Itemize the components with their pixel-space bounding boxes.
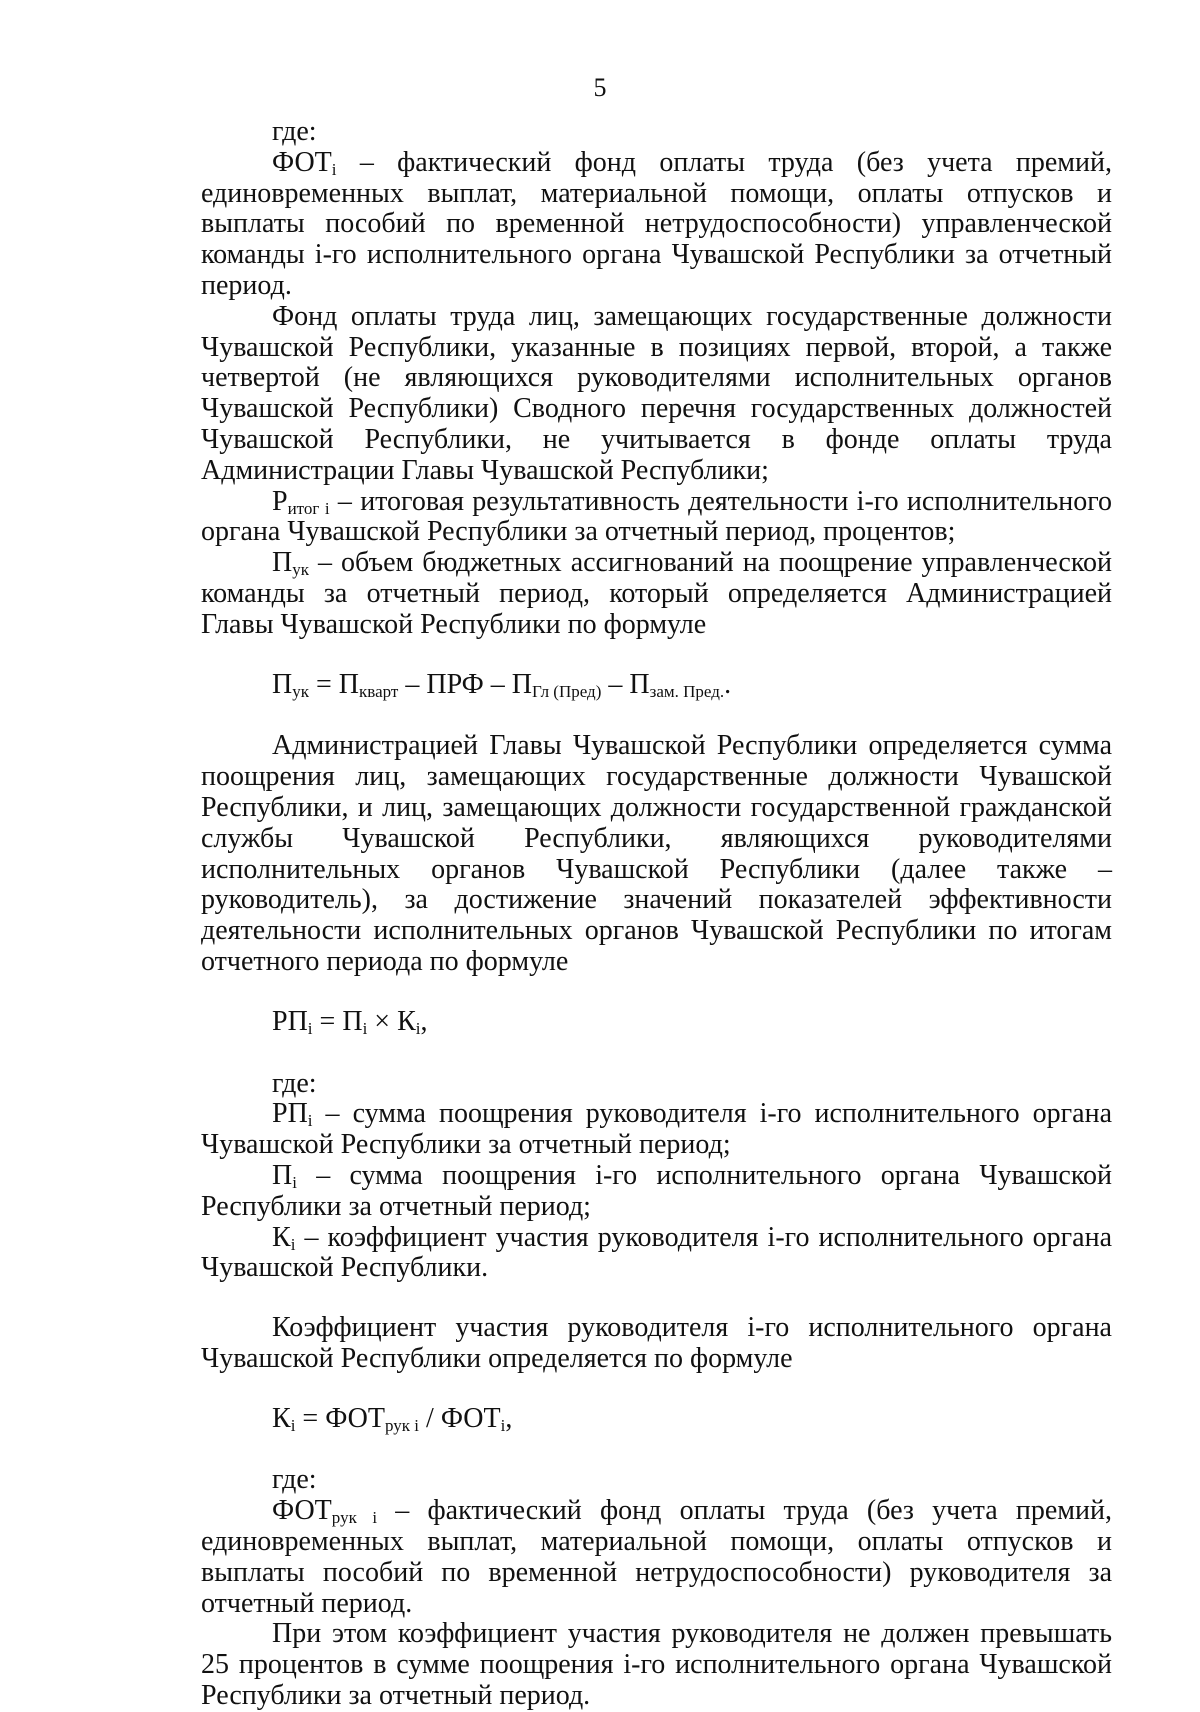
page-number: 5 bbox=[593, 73, 607, 102]
formula-punctuation: , bbox=[505, 1402, 513, 1434]
definition-p-i bbox=[201, 1161, 1112, 1223]
formula-term: ФОТ bbox=[325, 1402, 386, 1434]
paragraph-limit: При этом коэффициент участия руководителя не должен превышать 25 процентов в сумме поощрения i-го исполнительного органа Чувашской Республики за отчетный период. bbox=[201, 1618, 1112, 1712]
formula-operator: – ПРФ – bbox=[398, 668, 512, 700]
symbol: ФОТ bbox=[272, 1495, 332, 1527]
formula-subscript: зам. Пред. bbox=[649, 681, 725, 701]
symbol-subscript: i bbox=[307, 1111, 313, 1131]
symbol-subscript: i bbox=[290, 1234, 296, 1254]
formula-subscript: i bbox=[415, 1018, 421, 1038]
symbol-subscript: итог i bbox=[287, 498, 330, 518]
formula-punctuation: , bbox=[420, 1005, 428, 1037]
formula-term: ФОТ bbox=[440, 1402, 501, 1434]
formula-term: К bbox=[272, 1402, 291, 1434]
formula-term: П bbox=[342, 1005, 363, 1037]
symbol: РП bbox=[272, 1098, 308, 1130]
paragraph-administration: Администрацией Главы Чувашской Республики определяется сумма поощрения лиц, замещающих государственные должности Чувашской Республики, и лиц, замещающих должности государственной гражданской службы Чувашской Республики, являющихся руководителями исполнительных органов Чувашской Республики (далее также – руководитель), за достижение значений показателей эффективности деятельности исполнительных органов Чувашской Республики по итогам отчетного периода по формуле bbox=[201, 730, 1112, 977]
formula-rp-i bbox=[201, 1007, 1112, 1038]
formula-subscript: i bbox=[362, 1018, 368, 1038]
symbol-subscript: i bbox=[331, 159, 337, 179]
definition-r-itog bbox=[201, 487, 1112, 549]
formula-operator: / bbox=[419, 1402, 441, 1434]
symbol: П bbox=[272, 547, 293, 579]
formula-term: П bbox=[511, 668, 533, 700]
symbol-subscript: i bbox=[292, 1172, 297, 1192]
formula-term: П bbox=[629, 668, 650, 700]
definition-text: – итоговая результативность деятельности i-го исполнительного органа Чувашской Республики за отчетный период, процентов; bbox=[201, 485, 1113, 548]
symbol-subscript: рук i bbox=[331, 1508, 378, 1528]
definition-fot-i bbox=[201, 148, 1112, 302]
where-label: где: bbox=[272, 1067, 317, 1099]
paragraph-fund-exclusion: Фонд оплаты труда лиц, замещающих государственные должности Чувашской Республики, указанные в позициях первой, второй, а также четвертой (не являющихся руководителями исполнительных органов Чувашской Республики) Сводного перечня государственных должностей Чувашской Республики, не учитывается в фонде оплаты труда Администрации Главы Чувашской Республики; bbox=[201, 300, 1112, 486]
document-body bbox=[201, 117, 1112, 1712]
formula-term: П bbox=[272, 668, 293, 700]
formula-subscript: рук i bbox=[385, 1415, 420, 1435]
formula-term: К bbox=[397, 1005, 416, 1037]
definition-rp-i bbox=[201, 1099, 1112, 1161]
formula-operator: = bbox=[309, 668, 339, 700]
paragraph-coefficient: Коэффициент участия руководителя i-го исполнительного органа Чувашской Республики определяется по формуле bbox=[201, 1312, 1112, 1374]
formula-subscript: кварт bbox=[359, 681, 399, 701]
symbol-subscript: ук bbox=[292, 560, 309, 580]
formula-operator: = bbox=[312, 1005, 343, 1037]
formula-subscript: ук bbox=[292, 681, 309, 701]
definition-text: – объем бюджетных ассигнований на поощрение управленческой команды за отчетный период, который определяется Администрацией Главы Чувашской Республики по формуле bbox=[201, 547, 1112, 640]
where-label: где: bbox=[272, 1464, 317, 1496]
formula-p-uk bbox=[201, 670, 1112, 701]
definition-text: – сумма поощрения i-го исполнительного органа Чувашской Республики за отчетный период; bbox=[201, 1159, 1112, 1222]
symbol: ФОТ bbox=[272, 146, 332, 178]
formula-subscript: i bbox=[307, 1018, 313, 1038]
definition-text: – сумма поощрения руководителя i-го исполнительного органа Чувашской Республики за отчетный период; bbox=[201, 1098, 1112, 1161]
symbol: К bbox=[272, 1221, 291, 1253]
formula-term: РП bbox=[272, 1005, 308, 1037]
formula-k-i bbox=[201, 1404, 1112, 1435]
formula-subscript: Гл (Пред) bbox=[532, 681, 602, 701]
formula-operator: × bbox=[367, 1005, 398, 1037]
definition-text: – фактический фонд оплаты труда (без учета премий, единовременных выплат, материальной помощи, оплаты отпусков и выплаты пособий по временной нетрудоспособности) руководителя за отчетный период. bbox=[201, 1495, 1112, 1619]
formula-subscript: i bbox=[500, 1415, 506, 1435]
formula-operator: – bbox=[601, 668, 630, 700]
where-label: где: bbox=[272, 116, 317, 147]
definition-k-i bbox=[201, 1223, 1112, 1285]
symbol: Р bbox=[272, 485, 288, 517]
formula-subscript: i bbox=[290, 1415, 296, 1435]
definition-fot-ruk-i bbox=[201, 1496, 1112, 1619]
formula-punctuation: . bbox=[724, 668, 732, 700]
definition-text: – фактический фонд оплаты труда (без учета премий, единовременных выплат, материальной помощи, оплаты отпусков и выплаты пособий по временной нетрудоспособности) управленческой команды i-го исполнительного органа Чувашской Республики за отчетный период. bbox=[201, 146, 1112, 301]
symbol: П bbox=[272, 1159, 293, 1191]
definition-p-uk bbox=[201, 548, 1112, 640]
formula-operator: = bbox=[295, 1402, 326, 1434]
definition-text: – коэффициент участия руководителя i-го исполнительного органа Чувашской Республики. bbox=[201, 1221, 1112, 1284]
formula-term: П bbox=[338, 668, 360, 700]
